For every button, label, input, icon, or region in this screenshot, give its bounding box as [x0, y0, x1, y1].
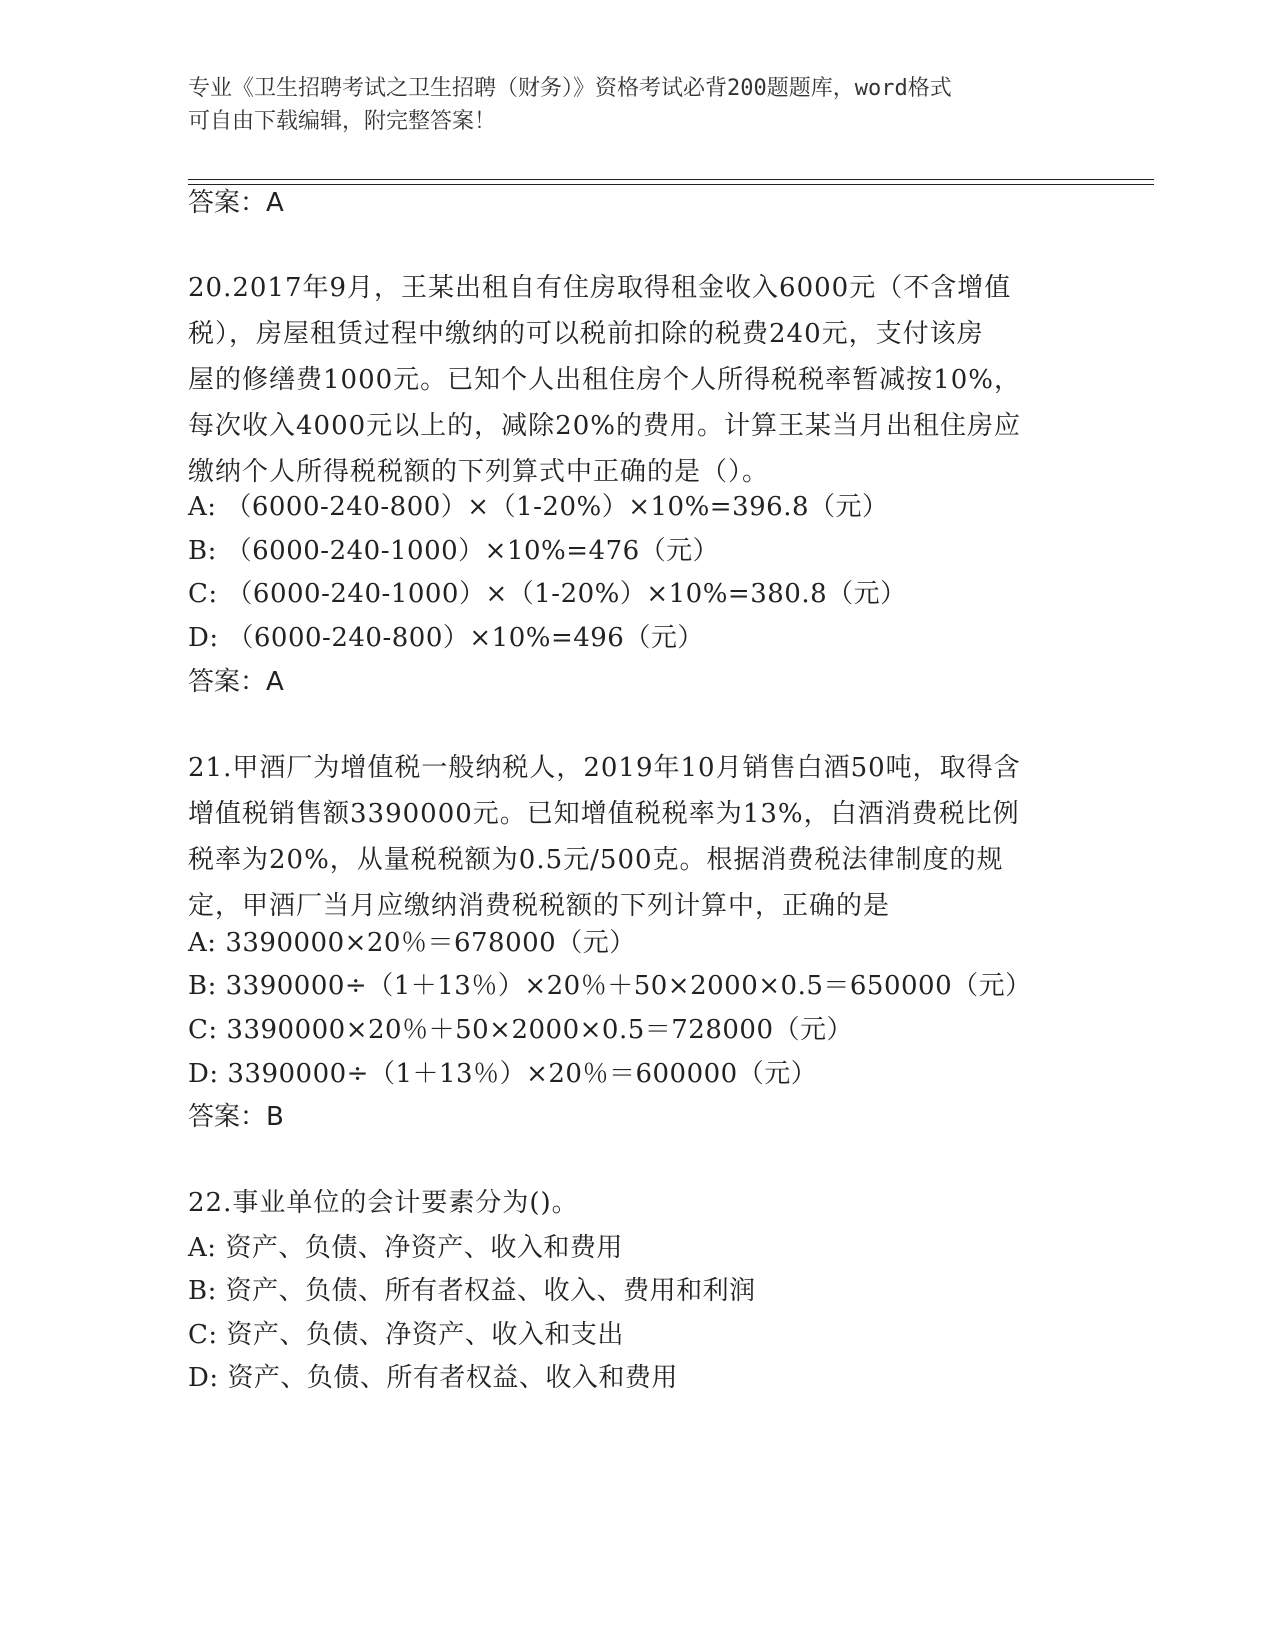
option-d: [188, 1361, 678, 1395]
answer-value: A: [266, 188, 284, 218]
option-key: D:: [188, 1059, 219, 1089]
question-line: 屋的修缮费1000元。已知个人出租住房个人所得税税率暂减按10%，: [188, 365, 1021, 395]
question-line: 税率为20%，从量税税额为0.5元/500克。根据消费税法律制度的规: [188, 845, 1004, 875]
option-key: D:: [188, 623, 219, 653]
question-line: 22.事业单位的会计要素分为()。: [188, 1188, 579, 1218]
header-line-1: 专业《卫生招聘考试之卫生招聘（财务）》资格考试必背200题题库，word格式: [188, 76, 952, 101]
option-key: C:: [188, 1320, 218, 1350]
option-key: C:: [188, 1015, 218, 1045]
option-b: [188, 969, 1032, 1003]
question-line: 20.2017年9月，王某出租自有住房取得租金收入6000元（不含增值: [188, 273, 1012, 303]
option-text: 3390000÷（1＋13％）×20％＝600000（元）: [227, 1059, 818, 1089]
option-key: C:: [188, 579, 218, 609]
document-header: [188, 72, 1088, 138]
option-c: [188, 1318, 624, 1352]
option-text: （6000-240-800）×（1-20%）×10%=396.8（元）: [225, 492, 889, 522]
header-divider-thin: [188, 184, 1154, 185]
option-text: 3390000÷（1＋13％）×20％＋50×2000×0.5＝650000（元）: [225, 971, 1032, 1001]
option-text: 资产、负债、所有者权益、收入、费用和利润: [225, 1276, 756, 1306]
option-text: 3390000×20％＋50×2000×0.5＝728000（元）: [226, 1015, 854, 1045]
option-a: [188, 1231, 623, 1265]
answer-line: [188, 186, 284, 220]
answer-line: [188, 1100, 284, 1134]
option-text: （6000-240-1000）×10%=476（元）: [225, 536, 720, 566]
option-a: [188, 490, 889, 524]
option-text: 资产、负债、净资产、收入和支出: [226, 1320, 624, 1350]
question-22-stem: [188, 1180, 1088, 1226]
header-line-2: 可自由下载编辑，附完整答案！: [188, 109, 497, 134]
question-line: 缴纳个人所得税税额的下列算式中正确的是（）。: [188, 457, 770, 487]
option-text: （6000-240-800）×10%=496（元）: [227, 623, 704, 653]
question-21-stem: [188, 745, 1088, 929]
option-key: A:: [188, 1233, 217, 1263]
header-divider-thick: [188, 179, 1154, 180]
question-20-stem: [188, 265, 1088, 495]
option-text: 3390000×20％＝678000（元）: [225, 928, 636, 958]
answer-line: [188, 665, 284, 699]
option-d: [188, 1057, 817, 1091]
question-line: 定，甲酒厂当月应缴纳消费税税额的下列计算中，正确的是: [188, 891, 891, 921]
option-a: [188, 926, 636, 960]
option-b: [188, 1274, 756, 1308]
question-line: 每次收入4000元以上的，减除20%的费用。计算王某当月出租住房应: [188, 411, 1021, 441]
option-b: [188, 534, 719, 568]
option-key: D:: [188, 1363, 219, 1393]
option-key: B:: [188, 971, 217, 1001]
answer-value: A: [266, 667, 284, 697]
option-c: [188, 1013, 853, 1047]
question-line: 增值税销售额3390000元。已知增值税税率为13%，白酒消费税比例: [188, 799, 1020, 829]
option-key: A:: [188, 492, 217, 522]
option-d: [188, 621, 704, 655]
option-text: （6000-240-1000）×（1-20%）×10%=380.8（元）: [226, 579, 907, 609]
option-text: 资产、负债、所有者权益、收入和费用: [227, 1363, 678, 1393]
answer-value: B: [266, 1102, 284, 1132]
option-text: 资产、负债、净资产、收入和费用: [225, 1233, 623, 1263]
option-c: [188, 577, 907, 611]
question-line: 税），房屋租赁过程中缴纳的可以税前扣除的税费240元，支付该房: [188, 319, 984, 349]
option-key: B:: [188, 1276, 217, 1306]
answer-label: 答案：: [188, 667, 267, 697]
option-key: A:: [188, 928, 217, 958]
answer-label: 答案：: [188, 188, 267, 218]
question-line: 21.甲酒厂为增值税一般纳税人，2019年10月销售白酒50吨，取得含: [188, 753, 1021, 783]
answer-label: 答案：: [188, 1102, 267, 1132]
option-key: B:: [188, 536, 217, 566]
